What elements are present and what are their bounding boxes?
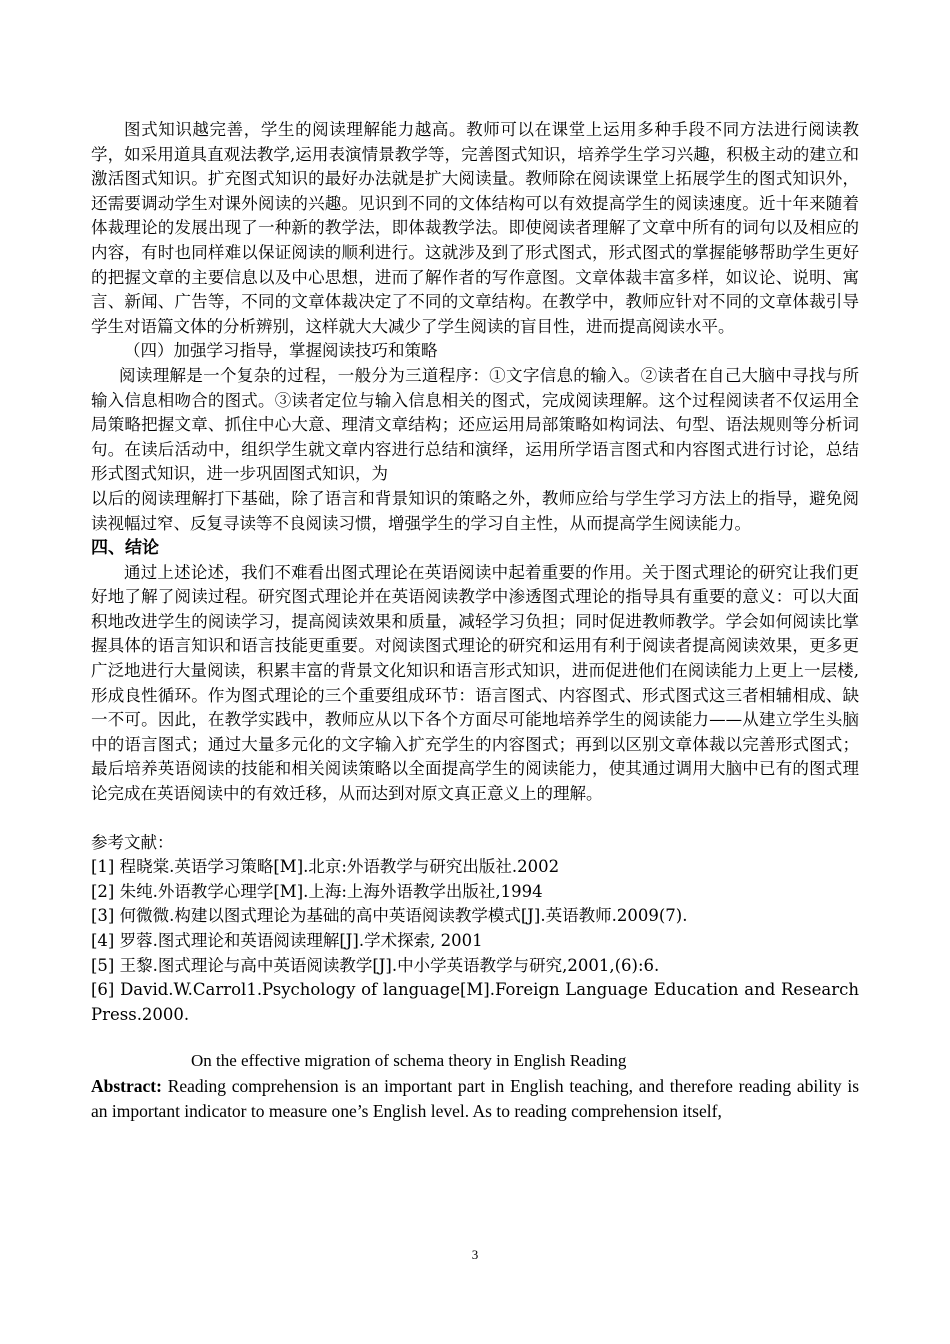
reference-item: [4] 罗蓉.图式理论和英语阅读理解[J].学术探索, 2001 <box>91 931 483 950</box>
body-paragraph-schema-knowledge: 图式知识越完善，学生的阅读理解能力越高。教师可以在课堂上运用多种手段不同方法进行阅读教学，如采用道具直观法教学,运用表演情景教学等，完善图式知识，培养学生学习兴趣，积极主动的建立和激活图式知识。扩充图式知识的最好办法就是扩大阅读量。教师除在阅读课堂上拓展学生的图式知识外，还需要调动学生对课外阅读的兴趣。见识到不同的文体结构可以有效提高学生的阅读速度。近十年来随着体裁理论的发展出现了一种新的教学法，即体裁教学法。即使阅读者理解了文章中所有的词句以及相应的内容，有时也同样难以保证阅读的顺利进行。这就涉及到了形式图式，形式图式的掌握能够帮助学生更好的把握文章的主要信息以及中心思想，进而了解作者的写作意图。文章体裁丰富多样，如议论、说明、寓言、新闻、广告等，不同的文章体裁决定了不同的文章结构。在教学中，教师应针对不同的文章体裁引导学生对语篇文体的分析辨别，这样就大大减少了学生阅读的盲目性，进而提高阅读水平。 <box>91 120 859 336</box>
subheading-learning-guidance: （四）加强学习指导，掌握阅读技巧和策略 <box>124 341 438 361</box>
section-title-conclusion: 四、结论 <box>91 538 159 559</box>
references-title: 参考文献： <box>91 832 174 852</box>
reference-item: [3] 何微微.构建以图式理论为基础的高中英语阅读教学模式[J].英语教师.2009(7). <box>91 906 688 926</box>
abstract-label: Abstract: <box>91 1075 162 1096</box>
reference-item: [6] David.W.Carrol1.Psychology of language[M].Foreign Language Education and Research Press.2000. <box>91 980 859 1024</box>
document-page <box>91 118 859 1124</box>
body-paragraph-conclusion: 通过上述论述，我们不难看出图式理论在英语阅读中起着重要的作用。关于图式理论的研究让我们更好地了解了阅读过程。研究图式理论并在英语阅读教学中渗透图式理论的指导具有重要的意义：可以大面积地改进学生的阅读学习，提高阅读效果和质量，减轻学习负担；同时促进教师教学。学会如何阅读比掌握具体的语言知识和语言技能更重要。对阅读图式理论的研究和运用有利于阅读者提高阅读效果，更多更广泛地进行大量阅读，积累丰富的背景文化知识和语言形式知识，进而促进他们在阅读能力上更上一层楼,形成良性循环。作为图式理论的三个重要组成环节：语言图式、内容图式、形式图式这三者相辅相成、缺一不可。因此，在教学实践中，教师应从以下各个方面尽可能地培养学生的阅读能力——从建立学生头脑中的语言图式；通过大量多元化的文字输入扩充学生的内容图式；再到以区别文章体裁以完善形式图式；最后培养英语阅读的技能和相关阅读策略以全面提高学生的阅读能力，使其通过调用大脑中已有的图式理论完成在英语阅读中的有效迁移，从而达到对原文真正意义上的理解。 <box>91 562 859 804</box>
body-paragraph-reading-process: 阅读理解是一个复杂的过程，一般分为三道程序：①文字信息的输入。②读者在自己大脑中寻找与所输入信息相吻合的图式。③读者定位与输入信息相关的图式，完成阅读理解。这个过程阅读者不仅运用全局策略把握文章、抓住中心大意、理清文章结构；还应运用局部策略如构词法、句型、语法规则等分析词句。在读后活动中，组织学生就文章内容进行总结和演绎，运用所学语言图式和内容图式进行讨论，总结形式图式知识，进一步巩固图式知识，为 <box>91 365 859 484</box>
reference-item: [2] 朱纯.外语教学心理学[M].上海:上海外语教学出版社,1994 <box>91 881 543 901</box>
reference-item: [5] 王黎.图式理论与高中英语阅读教学[J].中小学英语教学与研究,2001,(6):6. <box>91 955 660 975</box>
body-paragraph-reading-process-continued: 以后的阅读理解打下基础，除了语言和背景知识的策略之外，教师应给与学生学习方法上的指导，避免阅读视幅过窄、反复寻读等不良阅读习惯，增强学生的学习自主性，从而提高学生阅读能力。 <box>91 488 859 533</box>
english-title: On the effective migration of schema theory in English Reading <box>191 1051 627 1071</box>
english-abstract <box>91 1074 859 1124</box>
abstract-text: Reading comprehension is an important part in English teaching, and therefore reading ability is an important indicator to measure one’s English level. As to reading comprehension itself, <box>91 1075 859 1121</box>
reference-item: [1] 程晓棠.英语学习策略[M].北京:外语教学与研究出版社.2002 <box>91 857 560 877</box>
page-number: 3 <box>471 1247 479 1262</box>
